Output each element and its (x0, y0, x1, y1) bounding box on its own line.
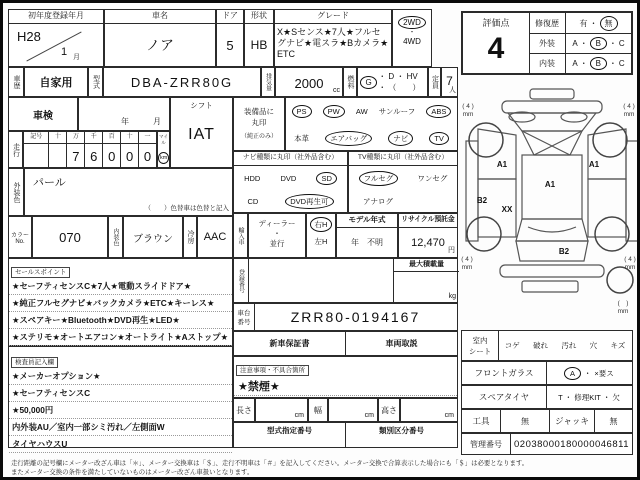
tool-value: 無 (501, 410, 550, 432)
equipment-label2: 丸印 (251, 118, 267, 127)
type-designation-cell (233, 422, 346, 448)
tv-analog: アナログ (363, 196, 393, 206)
front-plate-shape (530, 89, 574, 99)
odometer-digit: 0 (143, 148, 152, 164)
odometer-digit (49, 144, 66, 168)
mm-unit: mm (624, 264, 636, 271)
fuel-gasoline-circled: G (360, 76, 377, 89)
score-value: 4 (487, 32, 505, 65)
left-handle: 左H (314, 237, 328, 246)
jack-label: ジャッキ (550, 410, 595, 432)
odometer-header: 十 (49, 132, 66, 144)
chassis-number-box (233, 303, 458, 331)
shaken-label: 車検 (33, 110, 53, 122)
damage-mark: B2 (558, 247, 570, 256)
car-name-label: 車名 (105, 10, 215, 24)
windshield-row (461, 361, 633, 385)
int-color-value: ブラウン (123, 216, 183, 258)
type-designation-label: 型式指定番号 (267, 426, 312, 435)
km-circled: km (158, 152, 169, 164)
warranty-cell: 新車保証書 (233, 331, 346, 356)
shaken-year-suffix: 年 (121, 117, 129, 126)
odometer-digit: 6 (90, 148, 98, 164)
history-value: 自家用 (24, 67, 88, 97)
shape-label: 形状 (245, 10, 273, 24)
score-label: 評価点 (482, 18, 510, 28)
length-unit: cm (294, 412, 304, 419)
shift-value: IAT (188, 126, 215, 143)
first-registration-label: 初年度登録年月 (9, 10, 103, 24)
jack-value: 無 (609, 416, 618, 426)
equipment-label-cell (233, 97, 285, 151)
inspector-line: タイヤハウスU (9, 436, 232, 453)
exterior-c: C (618, 38, 625, 48)
max-load-unit: kg (448, 293, 456, 300)
shift-cell (170, 97, 233, 168)
odometer-digit: 0 (108, 148, 116, 164)
capacity-unit: 人 (449, 87, 456, 94)
inspector-label: 検査員記入欄 (11, 357, 58, 368)
drive-type-cell (392, 9, 432, 67)
odometer-header: 百 (103, 132, 120, 144)
registration-number-label: 登録番号 (234, 259, 249, 302)
height-unit: cm (444, 412, 454, 419)
drive-separator: ・ (408, 29, 416, 36)
dot: ・ (608, 38, 617, 48)
width-value-cell (328, 398, 378, 422)
equip-airbag-circled: エアバッグ (325, 131, 372, 146)
inspector-line: ★メーカーオプション★ (9, 369, 232, 385)
rear-right-door-shape (588, 179, 626, 237)
equipment-options (285, 97, 458, 151)
notes-label: 注意事項・不具合箇所 (236, 365, 309, 376)
rear-right-wheel (595, 217, 629, 251)
odometer-digit: 0 (125, 148, 134, 164)
shape-cell (244, 9, 274, 67)
left-sill-shape (466, 141, 478, 241)
equip-aw: AW (355, 107, 368, 116)
tread-depth-rear-left: ( 4 ) (461, 256, 473, 263)
ext-color-value: パール (33, 177, 66, 189)
nav-dvd-play-circled: DVD再生可 (285, 194, 333, 209)
tread-depth-rear-right: ( 4 ) (624, 256, 636, 263)
odometer-digit: 7 (72, 148, 80, 164)
inspector-line: ★セーフティセンスC (9, 385, 232, 402)
height-label: 高さ (378, 398, 400, 422)
recycle-label: リサイクル預託金 (399, 214, 457, 228)
fuel-cell (357, 67, 428, 97)
registration-number-box (233, 258, 458, 303)
manual-cell: 車両取説 (345, 331, 458, 356)
mile-label: マイル (159, 134, 168, 145)
height-value-cell (400, 398, 458, 422)
seat-item: 穴 (589, 341, 598, 350)
drive-2wd-circled: 2WD (398, 16, 426, 29)
classification-label: 類別区分番号 (379, 426, 424, 435)
interior-grade-label: 内装 (529, 53, 566, 73)
registration-year: H28 (17, 29, 41, 44)
length-label: 長さ (233, 398, 255, 422)
windshield-shape (522, 131, 582, 155)
damage-mark: A1 (588, 160, 600, 169)
import-label: 輸入車 (233, 213, 248, 258)
front-left-wheel (469, 123, 503, 157)
sales-line: ★スペアキー★Bluetooth★DVD再生★LED★ (9, 312, 232, 329)
shape-value: HB (250, 38, 268, 52)
mileage-label: 走行 (8, 131, 23, 168)
equip-navi-circled: ナビ (388, 131, 413, 146)
equipment-label3: （純正のみ） (240, 134, 277, 140)
door-label: ドア (217, 10, 243, 24)
equip-abs-circled: ABS (426, 105, 451, 118)
shift-label: シフト (190, 101, 213, 110)
windshield-a-circled: A (564, 367, 581, 380)
odometer-header: 十 (121, 132, 138, 144)
score-box (461, 11, 633, 75)
max-load-label: 最大積載量 (394, 259, 459, 272)
rear-window-curve (528, 227, 576, 232)
displacement-label: 排気量 (261, 67, 275, 97)
grade-label: グレード (275, 10, 391, 24)
import-parallel: 並行 (269, 239, 285, 248)
right-handle-circled: 右H (310, 217, 333, 232)
first-registration-cell (8, 9, 104, 67)
seat-item: コゲ (504, 341, 520, 350)
history-label: 車歴 (8, 67, 24, 97)
nav-hdd: HDD (244, 173, 261, 183)
drive-4wd: 4WD (403, 37, 421, 46)
grade-value: X★Sセンス★7人★フルセグナビ★電スラ★Bカメラ★ETC (277, 27, 389, 59)
dot: ・ (608, 58, 617, 68)
color-no-label: カラーNo. (8, 216, 32, 258)
ac-value: AAC (197, 216, 233, 258)
windshield-label: フロントガラス (462, 362, 547, 384)
chassis-label2: 番号 (237, 319, 251, 326)
dot: ・ (579, 38, 588, 48)
disclaimer-line2: またメーター交換の条件を満たしていないものはメーター改ざん車扱いとなります。 (11, 469, 254, 476)
equipment-label: 装備品に (244, 107, 274, 116)
mm-unit: mm (461, 264, 473, 271)
dot: ・ (579, 58, 588, 68)
dot: ・ (589, 18, 598, 28)
odometer-header: 記号 (24, 132, 48, 144)
import-dealer-cell (248, 213, 306, 258)
interior-b-circled: B (590, 57, 607, 70)
exterior-grade-label: 外装 (529, 33, 566, 53)
recycle-cell (398, 213, 458, 258)
import-dealer: ディーラー (258, 219, 296, 228)
repair-history-label: 修復歴 (529, 13, 566, 33)
shaken-cell (8, 97, 78, 131)
front-right-wheel (593, 123, 627, 157)
tv-oneseg: ワンセグ (417, 173, 448, 183)
fuel-options: ・ D ・ HV ・ （ ） (378, 72, 421, 92)
width-unit: cm (364, 412, 374, 419)
car-damage-diagram (458, 79, 638, 329)
management-number-row (461, 433, 633, 455)
damage-mark: XX (501, 205, 513, 214)
shaken-date-cell (78, 97, 170, 131)
nav-type-cell (233, 151, 348, 213)
model-code: DBA-ZRR80G (103, 67, 261, 97)
repair-no-circled: 無 (600, 16, 618, 31)
spare-tire-value: T ・ 修理KIT ・ 欠 (558, 392, 620, 402)
spare-tire-row (461, 385, 633, 409)
month-suffix: 月 (73, 54, 80, 61)
nav-type-header: ナビ種類に丸印（社外品含む） (234, 152, 347, 166)
notes-value: ★禁煙★ (234, 377, 457, 396)
dot: ・ (583, 368, 592, 378)
odometer-header: 万 (67, 132, 84, 144)
exterior-b-circled: B (590, 37, 607, 50)
recycle-value: 12,470 (411, 236, 445, 249)
import-sep: ・ (273, 229, 281, 238)
mm-unit: mm (617, 308, 629, 315)
rear-left-wheel (467, 217, 501, 251)
handle-cell (306, 213, 336, 258)
damage-mark: A1 (496, 160, 508, 169)
sales-line: ★純正フルセグナビ★バックカメラ★ETC★キーレス★ (9, 295, 232, 312)
front-bumper-shape (502, 101, 602, 113)
sales-points-label: セールスポイント (11, 267, 70, 278)
nav-dvd: DVD (280, 173, 297, 183)
mm-unit: mm (623, 111, 635, 118)
windshield-cross-lines (522, 131, 582, 155)
door-cell (216, 9, 244, 67)
door-count: 5 (226, 37, 234, 53)
management-number: 02038000180000046811 (514, 438, 629, 450)
grade-cell (274, 9, 392, 67)
capacity-value: 7 (446, 74, 453, 88)
interior-c: C (618, 58, 625, 68)
tread-depth-spare: ( ) (617, 300, 629, 307)
equip-ps-circled: PS (292, 105, 312, 118)
odometer-header: 千 (85, 132, 102, 144)
capacity-label: 定員 (428, 67, 441, 97)
exterior-a: A (572, 38, 578, 48)
inspector-box (8, 346, 233, 448)
equip-tv-circled: TV (429, 132, 449, 145)
color-change-note: （ ）色替車は色替と記入 (144, 205, 229, 212)
nav-sd-circled: SD (316, 172, 336, 185)
rear-bumper-shape (500, 265, 604, 277)
spare-tire-label: スペアタイヤ (462, 386, 547, 408)
rear-window-shape (516, 219, 588, 241)
model-year-cell (336, 213, 398, 258)
tread-depth-front-right: ( 4 ) (623, 103, 635, 110)
inspector-line: 内外装AU／室内一部シミ汚れ／左側面W (9, 419, 232, 436)
shaken-month-suffix: 月 (153, 117, 161, 126)
odometer (23, 131, 157, 168)
seat-label1: 室内 (472, 335, 488, 345)
chassis-label1: 車台 (237, 310, 251, 317)
front-left-door-shape (478, 129, 516, 179)
nav-cd: CD (247, 196, 259, 206)
equip-sunroof: サンルーフ (378, 107, 416, 116)
mm-unit: mm (462, 111, 474, 118)
sales-line: ★ステリモ★オートエアコン★オートライト★Aストップ★ (9, 329, 232, 346)
int-color-label: 内装色 (108, 216, 123, 258)
car-name: ノア (146, 37, 174, 53)
tools-row (461, 409, 633, 433)
chassis-number: ZRR80-0194167 (290, 309, 421, 325)
seat-condition-row (461, 330, 633, 361)
damage-mark: A1 (544, 180, 556, 189)
sales-line: ★セーフティセンスC★7人★電動スライドドア★ (9, 279, 232, 295)
tv-type-cell (348, 151, 458, 213)
model-code-label: 型式 (88, 67, 103, 97)
notes-box (233, 356, 458, 398)
inspector-line: ★50,000円 (9, 402, 232, 419)
width-label: 幅 (308, 398, 328, 422)
unit-cell (157, 131, 170, 168)
displacement-value: 2000 (294, 75, 324, 91)
classification-cell (345, 422, 458, 448)
model-year-label: モデル年式 (337, 214, 397, 228)
tread-depth-front-left: ( 4 ) (462, 103, 474, 110)
tv-fullseg-circled: フルセグ (359, 171, 399, 186)
tv-type-header: TV種類に丸印（社外品含む） (349, 152, 457, 166)
displacement-unit: cc (333, 87, 340, 94)
color-no-value: 070 (32, 216, 108, 258)
equip-pw-circled: PW (323, 105, 345, 118)
max-load-cell (393, 259, 459, 302)
fuel-label: 燃料 (343, 67, 357, 97)
disclaimer-line1: 走行距離の記号欄にメーター改ざん車は「＊」、メーター交換車は「＄」、走行不明車は「＃」を記入してください。メーター交換で合算表示した場合にも「＄」は必要となります。 (11, 460, 529, 467)
windshield-x: ×要ス (594, 368, 614, 378)
ext-color-label: 外装色 (8, 168, 24, 216)
sales-points-box (8, 258, 233, 346)
seat-item: 破れ (532, 341, 548, 350)
recycle-yen: 円 (448, 247, 455, 254)
registration-month: 1 (61, 46, 68, 58)
car-name-cell (104, 9, 216, 67)
tailgate-shape (516, 241, 588, 261)
damage-mark: B2 (476, 196, 488, 205)
footer-disclaimer (11, 459, 635, 477)
interior-a: A (572, 58, 578, 68)
repair-yes: 有 (579, 18, 588, 28)
seat-item: キズ (610, 341, 626, 350)
management-number-label: 管理番号 (462, 434, 511, 454)
seat-item: 汚れ (561, 341, 577, 350)
odometer-digit (24, 144, 48, 168)
ext-color-cell (24, 168, 233, 216)
rear-plate-shape (522, 281, 578, 292)
tool-label: 工具 (462, 410, 501, 432)
odometer-header: 一 (139, 132, 156, 144)
equip-leather: 本革 (294, 133, 310, 143)
seat-label2: シート (468, 346, 492, 356)
ac-label: 冷房 (183, 216, 197, 258)
length-value-cell (255, 398, 308, 422)
model-year-value: 年 不明 (351, 238, 383, 247)
